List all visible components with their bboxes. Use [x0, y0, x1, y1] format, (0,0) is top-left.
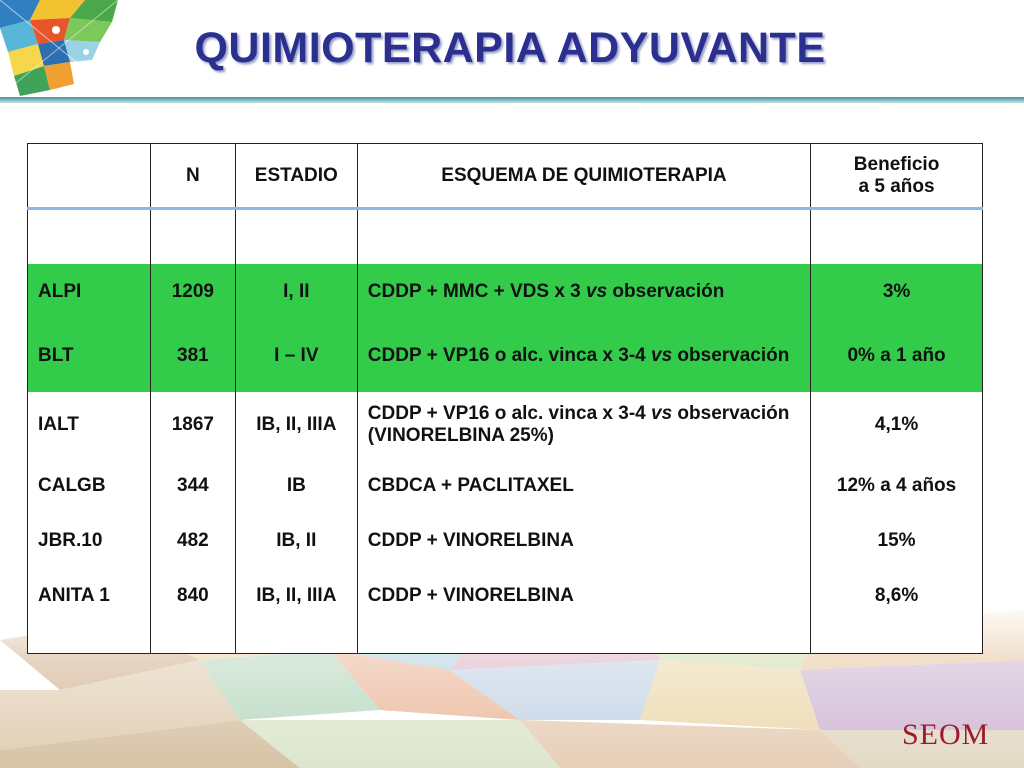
header-study [28, 144, 151, 209]
cell-scheme: CBDCA + PACLITAXEL [357, 458, 810, 513]
cell-study: ALPI [28, 264, 151, 320]
header-benefit-line1: Beneficio [853, 153, 940, 175]
header-stage: ESTADIO [235, 144, 357, 209]
header-scheme: ESQUEMA DE QUIMIOTERAPIA [357, 144, 810, 209]
table-row [28, 264, 983, 320]
cell-n: 1867 [150, 392, 235, 458]
header-n: N [150, 144, 235, 209]
cell-n: 482 [150, 513, 235, 568]
seom-logo-text: SEOM [902, 718, 990, 751]
slide-title: QUIMIOTERAPIA ADYUVANTE [194, 24, 826, 72]
cell-scheme: CDDP + VP16 o alc. vinca x 3-4 vs observación [357, 320, 810, 392]
table-row [28, 568, 983, 623]
table-header-row [28, 144, 983, 209]
cell-study: BLT [28, 320, 151, 392]
cell-study: CALGB [28, 458, 151, 513]
cell-stage: IB, II [235, 513, 357, 568]
cell-study: IALT [28, 392, 151, 458]
cell-n: 840 [150, 568, 235, 623]
table-spacer-row [28, 209, 983, 265]
adjuvant-chemo-table [27, 143, 983, 654]
cell-n: 344 [150, 458, 235, 513]
cell-n: 381 [150, 320, 235, 392]
cell-study: JBR.10 [28, 513, 151, 568]
cell-study: ANITA 1 [28, 568, 151, 623]
table-bottom-padding [28, 623, 983, 654]
cell-benefit: 4,1% [811, 392, 983, 458]
cell-scheme: CDDP + MMC + VDS x 3 vs observación [357, 264, 810, 320]
cell-benefit: 3% [811, 264, 983, 320]
table-row [28, 513, 983, 568]
mosaic-lizard-logo [0, 0, 118, 96]
table-row [28, 320, 983, 392]
cell-benefit: 0% a 1 año [811, 320, 983, 392]
cell-scheme: CDDP + VINORELBINA [357, 513, 810, 568]
title-divider [0, 97, 1024, 103]
cell-stage: I, II [235, 264, 357, 320]
cell-n: 1209 [150, 264, 235, 320]
cell-scheme: CDDP + VINORELBINA [357, 568, 810, 623]
cell-benefit: 12% a 4 años [811, 458, 983, 513]
table-row [28, 392, 983, 458]
cell-scheme: CDDP + VP16 o alc. vinca x 3-4 vs observación (VINORELBINA 25%) [357, 392, 810, 458]
cell-stage: IB [235, 458, 357, 513]
cell-stage: IB, II, IIIA [235, 392, 357, 458]
header-benefit-line2: a 5 años [858, 175, 935, 197]
cell-benefit: 8,6% [811, 568, 983, 623]
table-row [28, 458, 983, 513]
cell-stage: IB, II, IIIA [235, 568, 357, 623]
cell-benefit: 15% [811, 513, 983, 568]
header-benefit [811, 144, 983, 209]
cell-stage: I – IV [235, 320, 357, 392]
